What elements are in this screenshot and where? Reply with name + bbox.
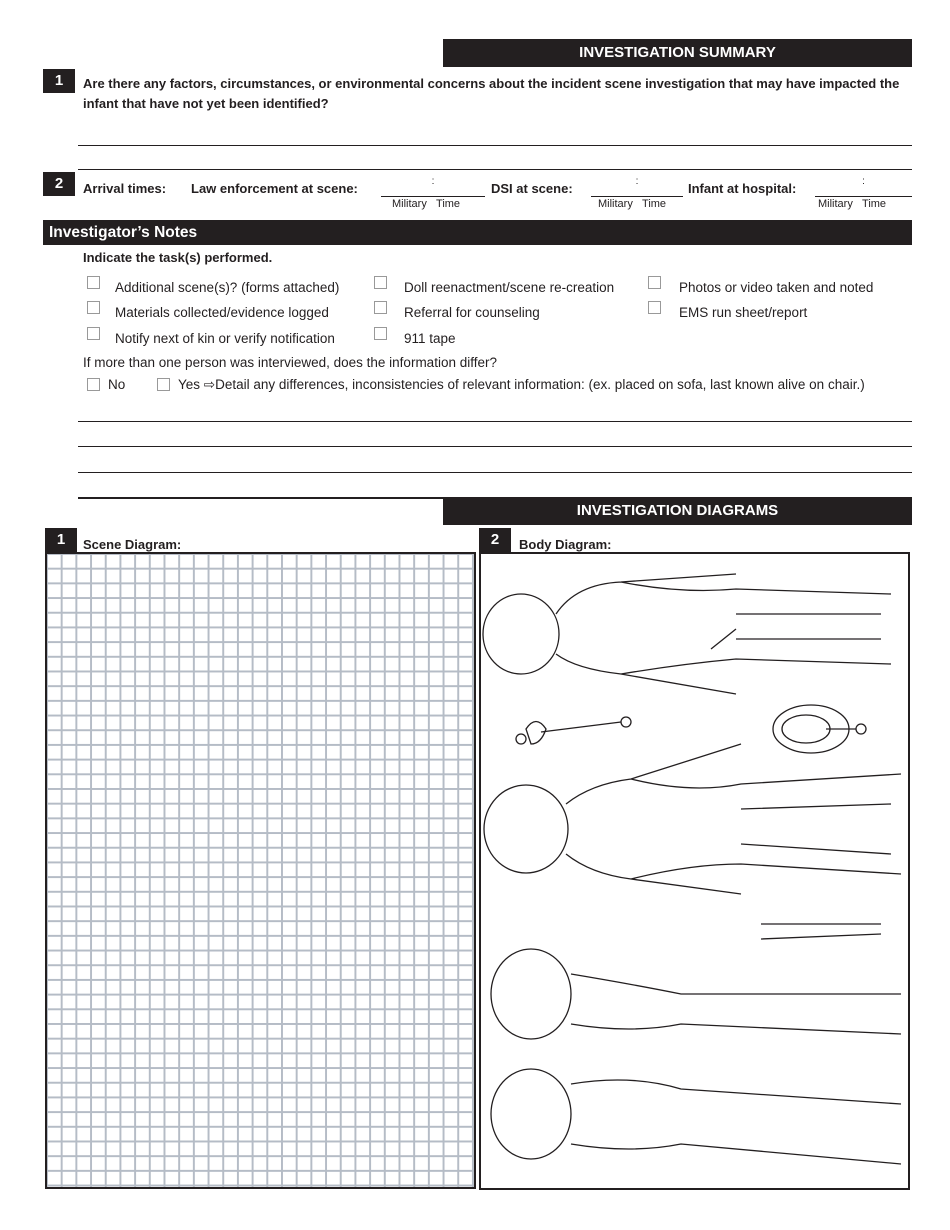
- arrow-icon: ⇨: [203, 377, 216, 392]
- military-label: [392, 198, 460, 210]
- task-checkbox[interactable]: [648, 276, 661, 289]
- no-label: No: [108, 377, 126, 392]
- yes-checkbox[interactable]: [157, 378, 170, 391]
- hospital-time-field[interactable]: [815, 176, 912, 197]
- task-label: Additional scene(s)? (forms attached): [115, 280, 340, 295]
- no-checkbox[interactable]: [87, 378, 100, 391]
- scene-diagram-grid[interactable]: [45, 552, 476, 1189]
- yes-text: Yes: [178, 377, 201, 392]
- task-label: Materials collected/evidence logged: [115, 305, 329, 320]
- task-checkbox[interactable]: [87, 327, 100, 340]
- infant-side-view-2: [491, 1069, 901, 1164]
- task-checkbox[interactable]: [374, 276, 387, 289]
- question-1-text: Are there any factors, circumstances, or environmental concerns about the incident scene investigation that may have impacted the infant that have not yet been identified?: [83, 76, 900, 111]
- military-text: Military: [818, 198, 853, 210]
- answer-line[interactable]: [78, 421, 912, 422]
- task-label: Referral for counseling: [404, 305, 540, 320]
- arrival-times-label: Arrival times:: [83, 181, 167, 196]
- answer-line[interactable]: [78, 472, 912, 473]
- time-text: Time: [436, 198, 461, 210]
- time-separator: :: [431, 176, 435, 187]
- task-checkbox[interactable]: [87, 276, 100, 289]
- task-label: 911 tape: [404, 331, 456, 346]
- infant-front-view: [484, 744, 901, 894]
- body-diagram[interactable]: [479, 552, 910, 1190]
- diagram-number: 2: [479, 528, 511, 552]
- question-number: 2: [43, 172, 75, 196]
- scene-diagram-label: Scene Diagram:: [83, 537, 182, 552]
- infant-body-outlines-icon: [481, 554, 908, 1188]
- dsi-time-field[interactable]: [591, 176, 683, 197]
- time-separator: :: [635, 176, 639, 187]
- military-text: Military: [392, 198, 427, 210]
- detail-text: Detail any differences, inconsistencies of relevant information: (ex. placed on sofa, last known alive on chair.): [215, 377, 865, 392]
- time-text: Time: [642, 198, 667, 210]
- divider: [78, 169, 912, 170]
- infant-ear-and-mouth: [516, 705, 866, 753]
- task-checkbox[interactable]: [648, 301, 661, 314]
- law-enforcement-label: Law enforcement at scene:: [191, 181, 358, 196]
- investigators-notes-header: Investigator’s Notes: [43, 220, 912, 245]
- law-enforcement-time-field[interactable]: [381, 176, 485, 197]
- task-checkbox[interactable]: [374, 301, 387, 314]
- military-label: [598, 198, 666, 210]
- task-label: EMS run sheet/report: [679, 305, 808, 320]
- answer-line[interactable]: [78, 145, 912, 146]
- investigation-diagrams-header: INVESTIGATION DIAGRAMS: [443, 497, 912, 525]
- military-label: [818, 198, 886, 210]
- investigation-summary-header: INVESTIGATION SUMMARY: [443, 39, 912, 67]
- military-text: Military: [598, 198, 633, 210]
- dsi-label: DSI at scene:: [491, 181, 573, 196]
- infant-side-view-1: [491, 924, 901, 1039]
- body-diagram-label: Body Diagram:: [519, 537, 612, 552]
- task-label: Photos or video taken and noted: [679, 280, 874, 295]
- answer-line[interactable]: [78, 446, 912, 447]
- tasks-instruction: Indicate the task(s) performed.: [83, 250, 273, 265]
- diagram-number: 1: [45, 528, 77, 552]
- task-checkbox[interactable]: [374, 327, 387, 340]
- yes-label: [178, 377, 865, 393]
- question-number: 1: [43, 69, 75, 93]
- infant-back-view: [483, 574, 891, 694]
- infant-hospital-label: Infant at hospital:: [688, 181, 797, 196]
- task-label: Notify next of kin or verify notification: [115, 331, 335, 346]
- time-text: Time: [862, 198, 887, 210]
- time-separator: :: [862, 176, 865, 187]
- task-checkbox[interactable]: [87, 301, 100, 314]
- interview-question: If more than one person was interviewed, does the information differ?: [83, 355, 497, 370]
- task-label: Doll reenactment/scene re-creation: [404, 280, 615, 295]
